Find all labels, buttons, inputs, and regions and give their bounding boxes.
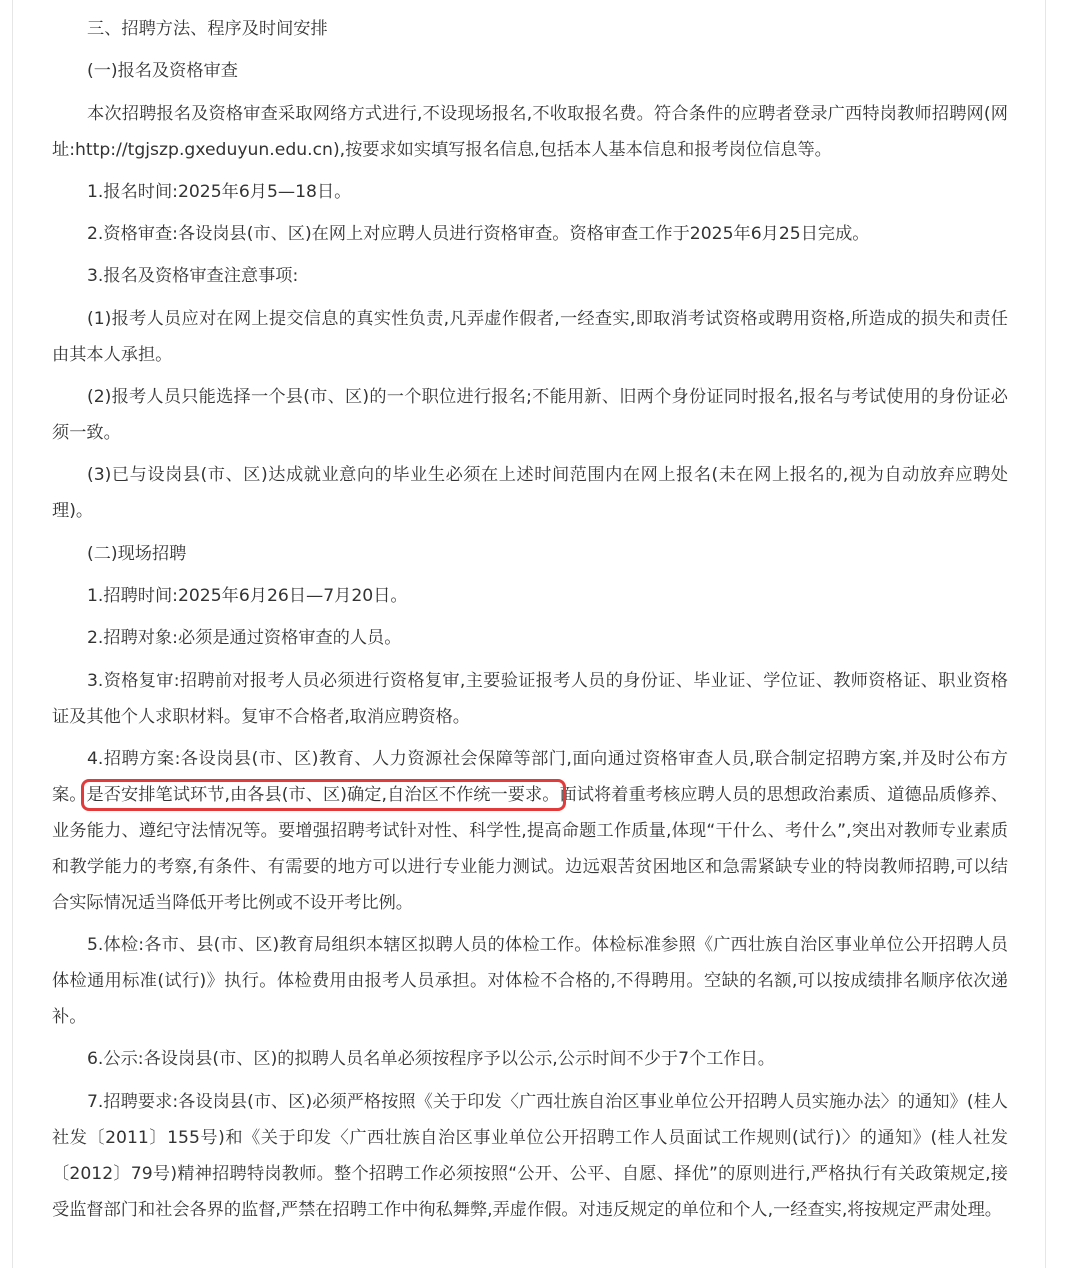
document-body xyxy=(52,11,1008,1234)
recruit-plan-item xyxy=(52,741,1008,921)
left-frame-line xyxy=(12,0,13,1268)
recruit-plan-text-b: 面试将着重考核应聘人员的思想政治素质、道德品质修养、业务能力、遵纪守法情况等。要增强招聘考试针对性、科学性,提高命题工作质量,体现“干什么、考什么”,突出对教师专业素质和教学能力的考察,有条件、有需要的地方可以进行专业能力测试。边远艰苦贫困地区和急需紧缺专业的特岗教师招聘,可以结合实际情况适当降低开考比例或不设开考比例。 xyxy=(52,784,1008,913)
right-frame-line xyxy=(1045,0,1046,1268)
recruit-plan-text-a: 4.招聘方案:各设岗县(市、区)教育、人力资源社会保障等部门,面向通过资格审查人员,联合制定招聘方案,并及时公布方案。 xyxy=(52,748,1008,805)
note-single-position: (2)报考人员只能选择一个县(市、区)的一个职位进行报名;不能用新、旧两个身份证同时报名,报名与考试使用的身份证必须一致。 xyxy=(52,387,1008,444)
subsection-heading-registration: (一)报名及资格审查 xyxy=(87,61,238,82)
notes-heading-item: 3.报名及资格审查注意事项: xyxy=(87,266,299,287)
registration-time-item: 1.报名时间:2025年6月5—18日。 xyxy=(87,181,352,202)
note-authenticity: (1)报考人员应对在网上提交信息的真实性负责,凡弄虚作假者,一经查实,即取消考试资格或聘用资格,所造成的损失和责任由其本人承担。 xyxy=(52,308,1008,365)
highlighted-written-exam-text: 是否安排笔试环节,由各县(市、区)确定,自治区不作统一要求。 xyxy=(86,784,560,805)
section-heading: 三、招聘方法、程序及时间安排 xyxy=(87,19,328,39)
recruit-time-item: 1.招聘时间:2025年6月26日—7月20日。 xyxy=(87,585,408,606)
qualification-review-item: 2.资格审查:各设岗县(市、区)在网上对应聘人员进行资格审查。资格审查工作于2025年6月25日完成。 xyxy=(87,224,870,245)
requalification-item: 3.资格复审:招聘前对报考人员必须进行资格复审,主要验证报考人员的身份证、毕业证、学位证、教师资格证、职业资格证及其他个人求职材料。复审不合格者,取消应聘资格。 xyxy=(52,670,1008,727)
recruit-requirements-item: 7.招聘要求:各设岗县(市、区)必须严格按照《关于印发〈广西壮族自治区事业单位公开招聘人员实施办法〉的通知》(桂人社发〔2011〕155号)和《关于印发〈广西壮族自治区事业单位公开招聘工作人员面试工作规则(试行)〉的通知》(桂人社发〔2012〕79号)精神招聘特岗教师。整个招聘工作必须按照“公开、公平、自愿、择优”的原则进行,严格执行有关政策规定,接受监督部门和社会各界的监督,严禁在招聘工作中徇私舞弊,弄虚作假。对违反规定的单位和个人,一经查实,将按规定严肃处理。 xyxy=(52,1091,1008,1220)
publicity-item: 6.公示:各设岗县(市、区)的拟聘人员名单必须按程序予以公示,公示时间不少于7个工作日。 xyxy=(87,1049,775,1070)
subsection-heading-onsite: (二)现场招聘 xyxy=(87,543,187,564)
recruit-target-item: 2.招聘对象:必须是通过资格审查的人员。 xyxy=(87,628,402,649)
registration-intro-paragraph: 本次招聘报名及资格审查采取网络方式进行,不设现场报名,不收取报名费。符合条件的应聘者登录广西特岗教师招聘网(网址:http://tgjszp.gxeduyun.edu.cn),按要求如实填写报名信息,包括本人基本信息和报考岗位信息等。 xyxy=(52,103,1008,160)
note-graduates: (3)已与设岗县(市、区)达成就业意向的毕业生必须在上述时间范围内在网上报名(未在网上报名的,视为自动放弃应聘处理)。 xyxy=(52,465,1008,522)
physical-exam-item: 5.体检:各市、县(市、区)教育局组织本辖区拟聘人员的体检工作。体检标准参照《广西壮族自治区事业单位公开招聘人员体检通用标准(试行)》执行。体检费用由报考人员承担。对体检不合格的,不得聘用。空缺的名额,可以按成绩排名顺序依次递补。 xyxy=(52,935,1008,1028)
